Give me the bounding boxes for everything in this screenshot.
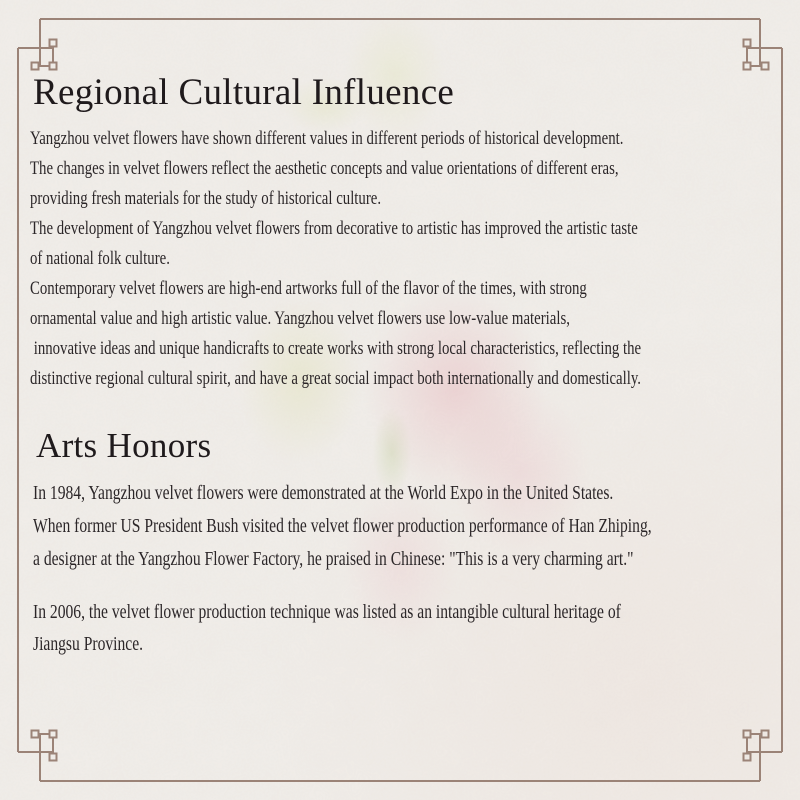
paragraph-line: Contemporary velvet flowers are high-end artworks full of the flavor of the times, with strong (30, 278, 587, 299)
paragraph-line: providing fresh materials for the study of historical culture. (30, 188, 382, 209)
corner-ornament-top-right (744, 19, 783, 70)
section2-paragraph-1 (33, 477, 800, 576)
corner-ornament-top-left (18, 19, 57, 70)
paragraph-line: Yangzhou velvet flowers have shown different values in different periods of historical development. (30, 128, 624, 149)
section1-paragraphs (30, 124, 800, 394)
corner-ornament-bottom-right (744, 731, 783, 782)
paragraph-line: Jiangsu Province. (33, 634, 144, 655)
section-heading-arts-honors: Arts Honors (36, 426, 212, 465)
paragraph-line: The development of Yangzhou velvet flowers from decorative to artistic has improved the artistic taste (30, 218, 638, 239)
section2-paragraph-2 (33, 597, 800, 661)
corner-ornament-bottom-left (18, 731, 57, 782)
section-heading-regional-cultural-influence: Regional Cultural Influence (33, 72, 455, 113)
paragraph-line: of national folk culture. (30, 248, 170, 269)
paragraph-line: distinctive regional cultural spirit, and have a great social impact both internationally and domestically. (30, 368, 642, 389)
paragraph-line: ornamental value and high artistic value. Yangzhou velvet flowers use low-value materials, (30, 308, 570, 329)
paragraph-line: innovative ideas and unique handicrafts to create works with strong local characteristics, reflecting the (30, 338, 642, 359)
paragraph-line: In 1984, Yangzhou velvet flowers were demonstrated at the World Expo in the United States. (33, 483, 614, 504)
paragraph-line: The changes in velvet flowers reflect the aesthetic concepts and value orientations of different eras, (30, 158, 619, 179)
paragraph-line: In 2006, the velvet flower production technique was listed as an intangible cultural heritage of (33, 602, 621, 623)
paragraph-line: When former US President Bush visited the velvet flower production performance of Han Zhiping, (33, 516, 652, 537)
paragraph-line: a designer at the Yangzhou Flower Factory, he praised in Chinese: "This is a very charming art." (33, 549, 634, 570)
